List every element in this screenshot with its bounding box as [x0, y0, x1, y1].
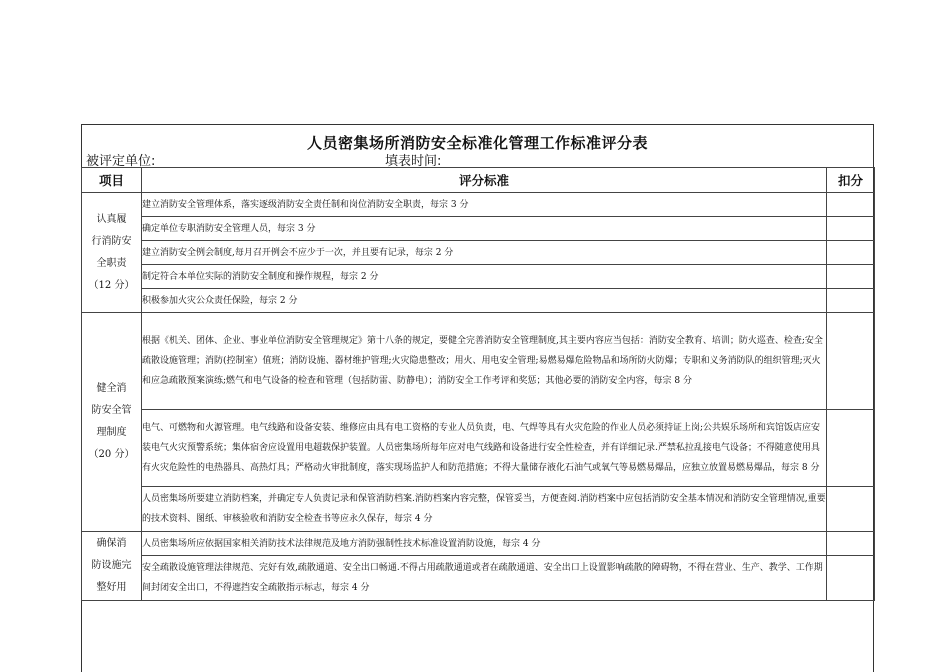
section-item-management-system: [82, 313, 142, 532]
score-table: [81, 167, 875, 601]
deduction-cell[interactable]: [827, 556, 875, 601]
item-line: 全职责: [96, 257, 127, 269]
section-item-responsibility: [82, 193, 142, 313]
table-row: [82, 556, 875, 601]
deduction-cell[interactable]: [827, 193, 875, 217]
item-line: 健全消: [96, 383, 127, 394]
criteria-cell: 安全疏散设施管理法律规范、完好有效,疏散通道、安全出口畅通.不得占用疏散通道或者在疏散通道、安全出口上设置影响疏散的障碍物，不得在营业、生产、教学、工作期间封闭安全出口，不得遮挡安全疏散指示标志，每宗 4 分: [142, 556, 827, 601]
deduction-cell[interactable]: [827, 289, 875, 313]
deduction-cell[interactable]: [827, 241, 875, 265]
document-title: 人员密集场所消防安全标准化管理工作标准评分表: [306, 134, 648, 152]
table-row: [82, 265, 875, 289]
table-row: [82, 193, 875, 217]
deduction-cell[interactable]: [827, 313, 875, 410]
table-row: [82, 313, 875, 410]
criteria-cell: 制定符合本单位实际的消防安全制度和操作规程，每宗 2 分: [142, 265, 827, 289]
item-line: （12 分）: [88, 279, 135, 291]
deduction-cell[interactable]: [827, 532, 875, 556]
score-sheet: [81, 124, 874, 672]
item-line: 整好用: [96, 582, 127, 593]
criteria-cell: 电气、可燃物和火源管理。电气线路和设备安装、维修应由具有电工资格的专业人员负责，电、气焊等具有火灾危险的作业人员必须持证上岗;公共娱乐场所和宾馆饭店应安装电气火灾预警系统；集体宿舍应设置用电超载保护装置。人员密集场所每年应对电气线路和设备进行安全性检查，并有详细记录.严禁私拉乱接电气设备；不得随意使用具有火灾危险性的电热器具、高热灯具；严格动火审批制度，落实现场监护人和防范措施；不得大量储存液化石油气或氧气等易燃易爆品，应独立放置易燃易爆品，每宗 8 分: [142, 410, 827, 487]
table-row: [82, 410, 875, 487]
criteria-cell: 建立消防安全例会制度,每月召开例会不应少于一次，并且要有记录，每宗 2 分: [142, 241, 827, 265]
fill-time-label: 填表时间:: [385, 154, 442, 169]
section-item-facilities: [82, 532, 142, 601]
item-line: 防设施完: [91, 560, 132, 571]
item-line: 理制度: [96, 427, 127, 438]
table-row: [82, 532, 875, 556]
table-row: [82, 217, 875, 241]
header-criteria: 评分标准: [142, 168, 827, 193]
deduction-cell[interactable]: [827, 265, 875, 289]
item-line: 确保消: [96, 538, 127, 549]
item-line: （20 分）: [88, 449, 135, 460]
deduction-cell[interactable]: [827, 487, 875, 532]
table-row: [82, 241, 875, 265]
item-line: 认真履: [96, 213, 127, 225]
criteria-cell: 根据《机关、团体、企业、事业单位消防安全管理规定》第十八条的规定，要健全完善消防安全管理制度,其主要内容应当包括：消防安全教育、培训；防火巡查、检查;安全疏散设施管理；消防(控制室）值班；消防设施、器材维护管理;火灾隐患整改；用火、用电安全管理;易燃易爆危险物品和场所防火防爆；专职和义务消防队的组织管理;灭火和应急疏散预案演练;燃气和电气设备的检查和管理（包括防雷、防静电）；消防安全工作考评和奖惩；其他必要的消防安全内容，每宗 8 分: [142, 313, 827, 410]
table-row: [82, 289, 875, 313]
header-deduction: 扣分: [827, 168, 875, 193]
deduction-cell[interactable]: [827, 217, 875, 241]
criteria-cell: 建立消防安全管理体系，落实逐级消防安全责任制和岗位消防安全职责，每宗 3 分: [142, 193, 827, 217]
deduction-cell[interactable]: [827, 410, 875, 487]
criteria-cell: 人员密集场所应依据国家相关消防技术法律规范及地方消防强制性技术标准设置消防设施，每宗 4 分: [142, 532, 827, 556]
header-item: 项目: [82, 168, 142, 193]
criteria-cell: 确定单位专职消防安全管理人员，每宗 3 分: [142, 217, 827, 241]
criteria-cell: 积极参加火灾公众责任保险，每宗 2 分: [142, 289, 827, 313]
evaluated-unit-label: 被评定单位:: [86, 154, 156, 169]
criteria-cell: 人员密集场所要建立消防档案，并确定专人负责记录和保管消防档案.消防档案内容完整，保管妥当，方便查阅.消防档案中应包括消防安全基本情况和消防安全管理情况,重要的技术资料、图纸、审核验收和消防安全检查书等应永久保存，每宗 4 分: [142, 487, 827, 532]
item-line: 防安全管: [91, 405, 132, 416]
table-row: [82, 487, 875, 532]
item-line: 行消防安: [91, 235, 132, 247]
header-row: [82, 168, 875, 193]
